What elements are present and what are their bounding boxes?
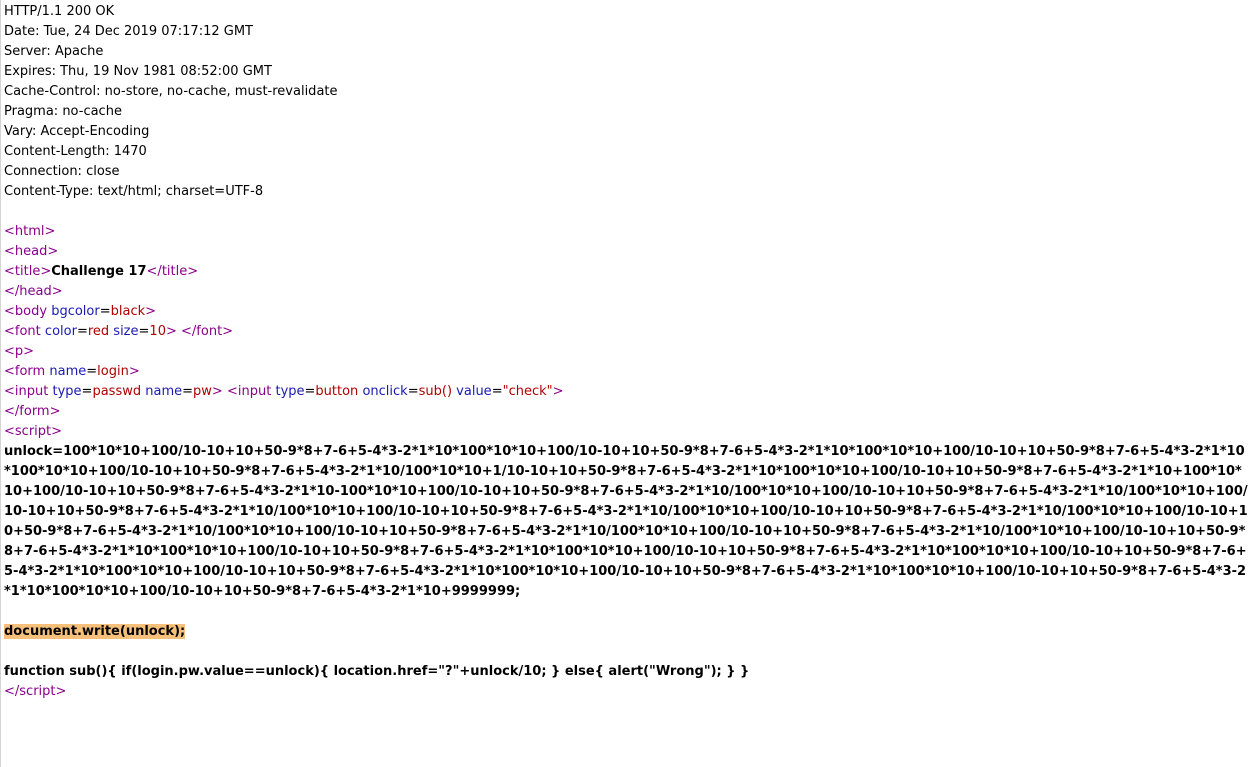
source-line-head: <head> [4, 244, 59, 259]
blank-line [4, 202, 1249, 222]
header-server: Server: Apache [4, 44, 104, 59]
source-line-head-close: </head> [4, 284, 63, 299]
source-line-script-close: </script> [4, 684, 67, 699]
source-line-title: <title>Challenge 17</title> [4, 264, 199, 279]
blank-line [4, 602, 1249, 622]
header-vary: Vary: Accept-Encoding [4, 124, 150, 139]
header-expires: Expires: Thu, 19 Nov 1981 08:52:00 GMT [4, 64, 272, 79]
source-line-body: <body bgcolor=black> [4, 304, 157, 319]
response-headers [4, 2, 1249, 202]
source-line-form-close: </form> [4, 404, 61, 419]
source-line-form: <form name=login> [4, 364, 140, 379]
header-date: Date: Tue, 24 Dec 2019 07:17:12 GMT [4, 24, 253, 39]
header-connection: Connection: close [4, 164, 120, 179]
blank-line [4, 642, 1249, 662]
status-line: HTTP/1.1 200 OK [4, 4, 115, 19]
header-pragma: Pragma: no-cache [4, 104, 122, 119]
source-line-document-write [4, 622, 1249, 642]
http-response-view [4, 2, 1249, 702]
header-content-type: Content-Type: text/html; charset=UTF-8 [4, 184, 264, 199]
header-content-length: Content-Length: 1470 [4, 144, 147, 159]
title-text: Challenge 17 [51, 264, 147, 279]
source-line-html: <html> [4, 224, 56, 239]
highlighted-document-write: document.write(unlock); [4, 624, 186, 639]
source-line-inputs: <input type=passwd name=pw> <input type=button onclick=sub() value="check"> [4, 384, 564, 399]
source-line-p: <p> [4, 344, 35, 359]
header-cache-control: Cache-Control: no-store, no-cache, must-revalidate [4, 84, 338, 99]
source-line-font: <font color=red size=10> </font> [4, 324, 234, 339]
unlock-expression: unlock=100*10*10+100/10-10+10+50-9*8+7-6+5-4*3-2*1*10*100*10*10+100/10-10+10+50-9*8+7-6+5-4*3-2*1*10*100*10*10+100/10-10+10+50-9*8+7-6+5-4*3-2*1*10*100*10*10+100/10-10+10+50-9*8+7-6+5-4*3-2*1*10/100*10*10+1/10-10+10+50-9*8+7-6+5-4*3-2*1*10*100*10*10+100/10-10+10+50-9*8+7-6+5-4*3-2*1*10+100*10*10+100/10-10+10+50-9*8+7-6+5-4*3-2*1*10-100*10*10+100/10-10+10+50-9*8+7-6+5-4*3-2*1*10/100*10*10+100/10-10+10+50-9*8+7-6+5-4*3-2*1*10/100*10*10+100/10-10+10+50-9*8+7-6+5-4*3-2*1*10/100*10*10+100/10-10+10+50-9*8+7-6+5-4*3-2*1*10/100*10*10+100/10-10+10+50-9*8+7-6+5-4*3-2*1*10/100*10*10+100/10-10+10+50-9*8+7-6+5-4*3-2*1*10/100*10*10+100/10-10+10+50-9*8+7-6+5-4*3-2*1*10/100*10*10+100/10-10+10+50-9*8+7-6+5-4*3-2*1*10/100*10*10+100/10-10+10+50-9*8+7-6+5-4*3-2*1*10*100*10*10+100/10-10+10+50-9*8+7-6+5-4*3-2*1*10*100*10*10+100/10-10+10+50-9*8+7-6+5-4*3-2*1*10*100*10*10+100/10-10+10+50-9*8+7-6+5-4*3-2*1*10*100*10*10+100/10-10+10+50-9*8+7-6+5-4*3-2*1*10*100*10*10+100/10-10+10+50-9*8+7-6+5-4*3-2*1*10*100*10*10+100/10-10+10+50-9*8+7-6+5-4*3-2*1*10*100*10*10+100/10-10+10+50-9*8+7-6+5-4*3-2*1*10+9999999; [4, 444, 1248, 599]
pane-left-border [0, 0, 1, 767]
source-line-function-sub: function sub(){ if(login.pw.value==unlock){ location.href="?"+unlock/10; } else{ alert("Wrong"); } } [4, 664, 750, 679]
source-line-script-open: <script> [4, 424, 63, 439]
response-body-source [4, 222, 1249, 702]
